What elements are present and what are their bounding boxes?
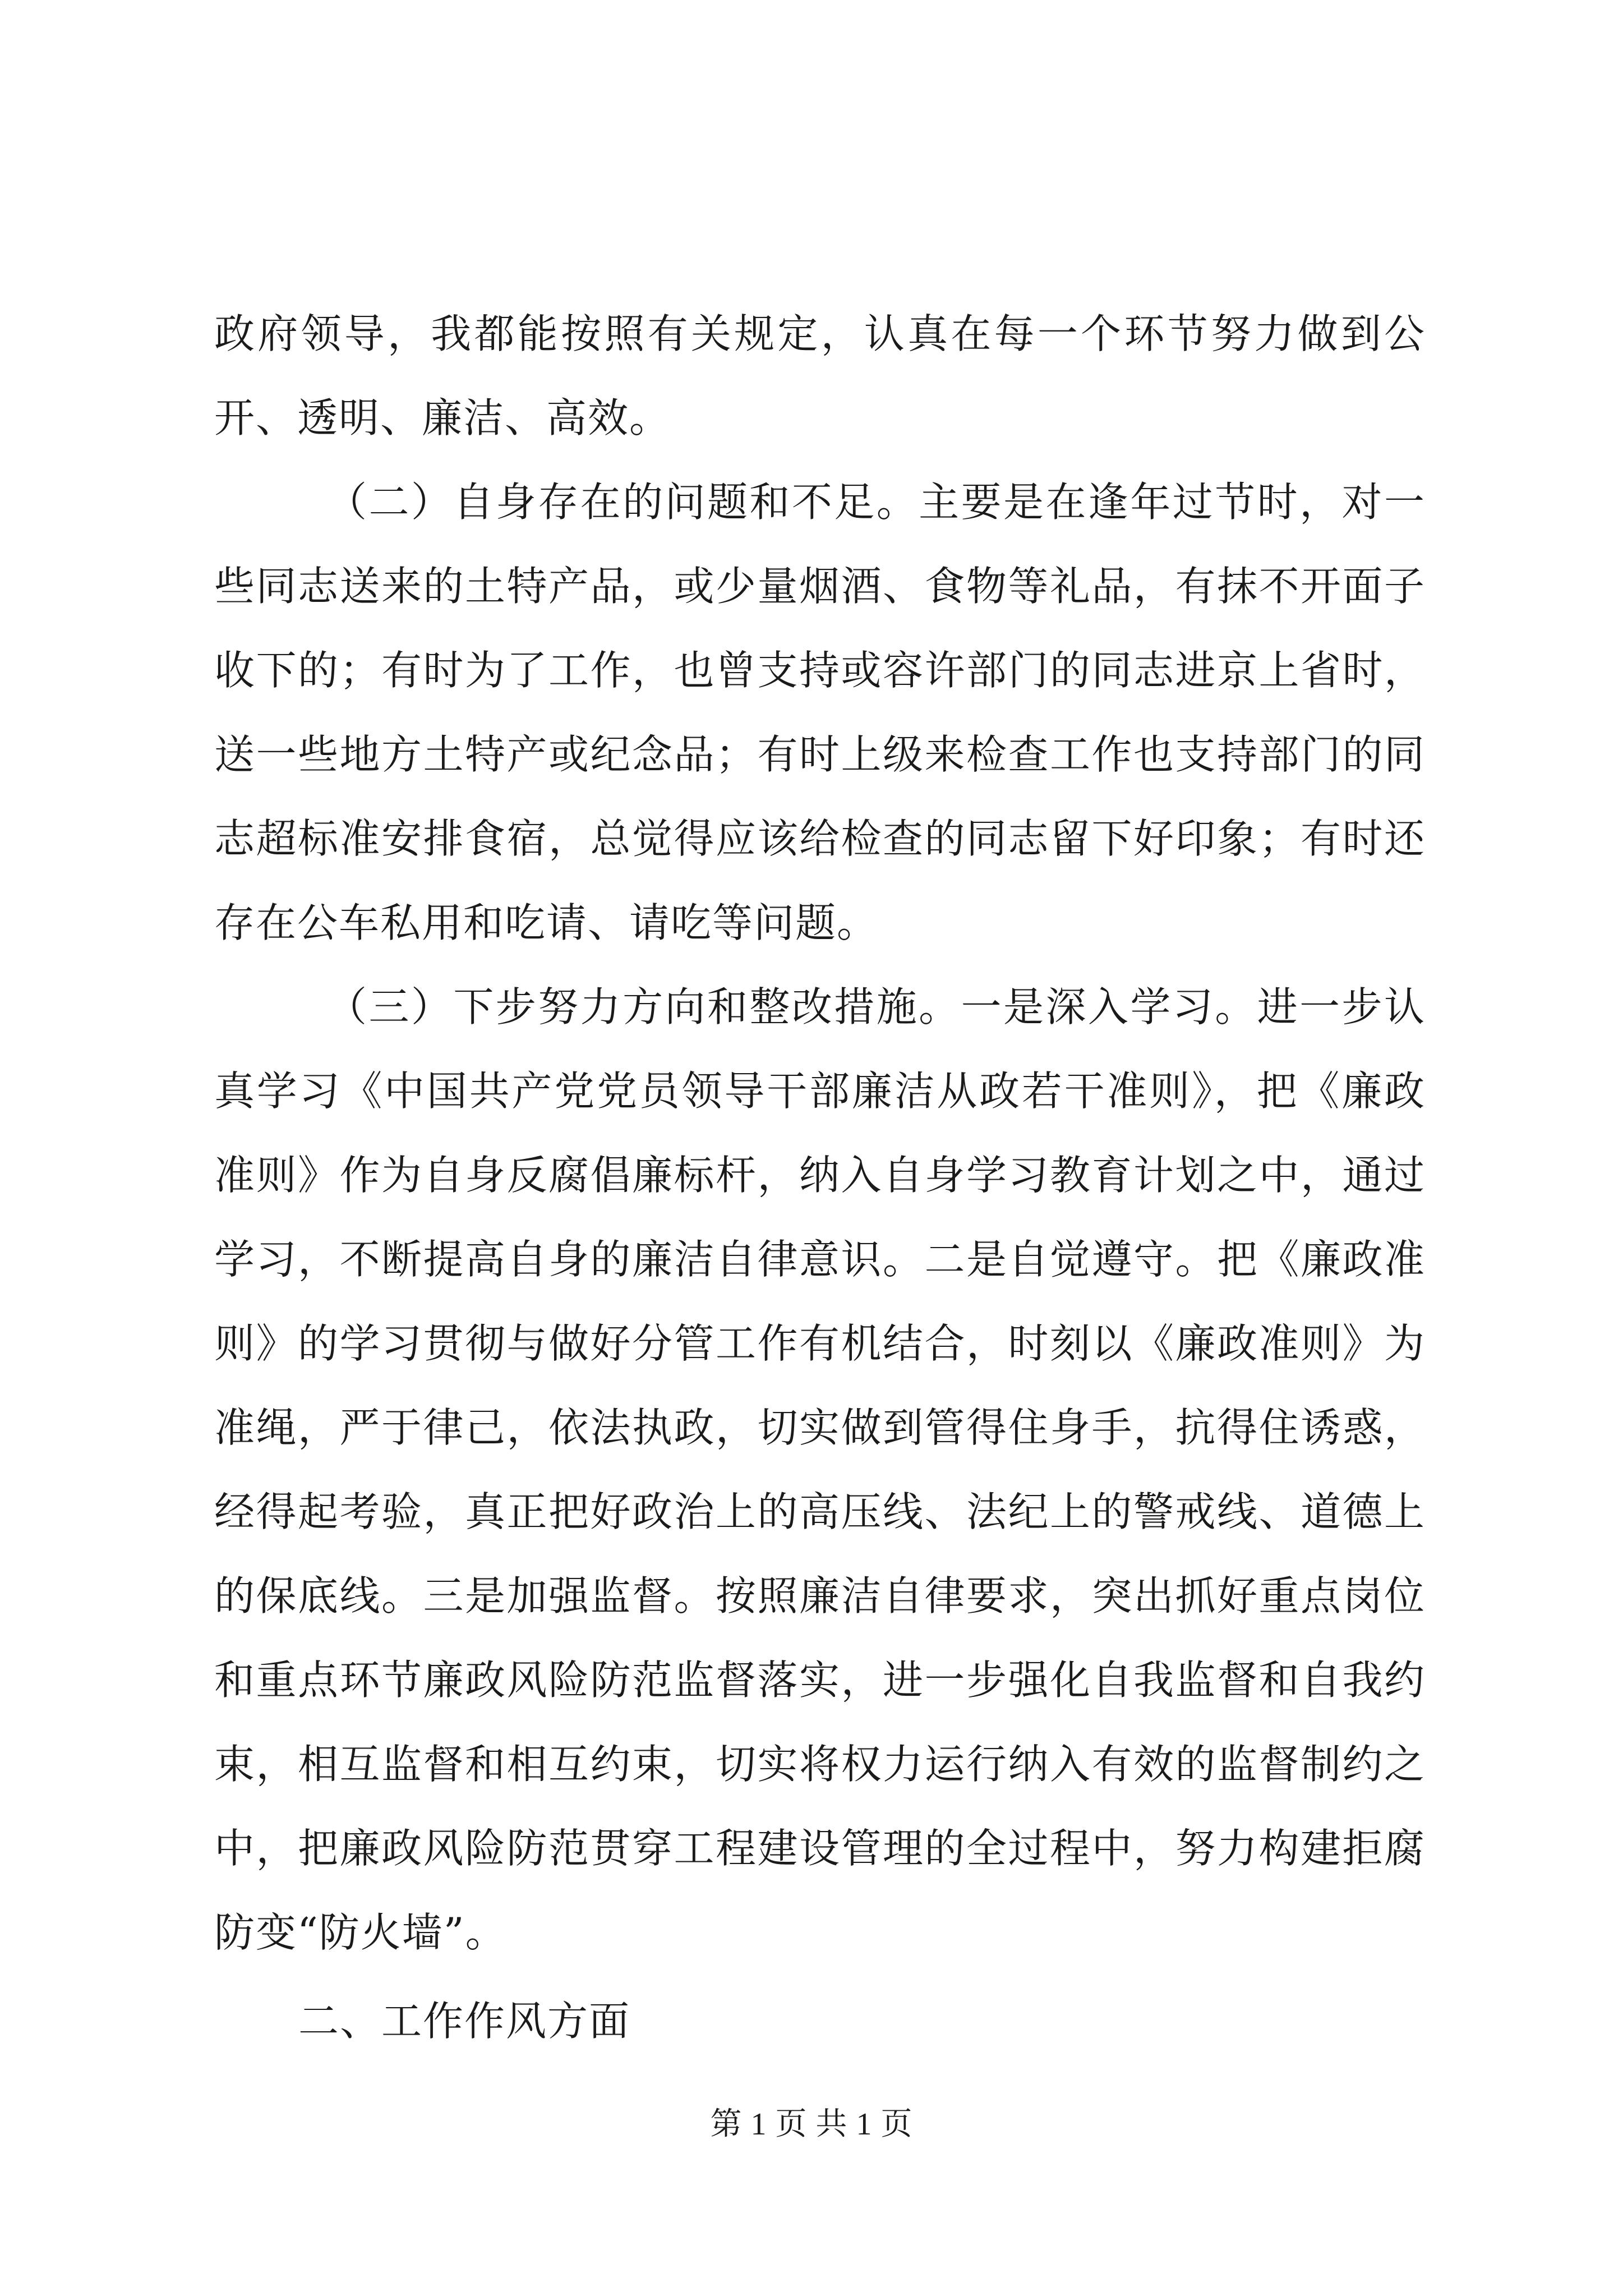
paragraph-measures: （三）下步努力方向和整改措施。一是深入学习。进一步认真学习《中国共产党党员领导干部廉洁从政若干准则》，把《廉政准则》作为自身反腐倡廉标杆，纳入自身学习教育计划之中，通过学习，不断提高自身的廉洁自律意识。二是自觉遵守。把《廉政准则》的学习贯彻与做好分管工作有机结合，时刻以《廉政准则》为准绳，严于律己，依法执政，切实做到管得住身手，抗得住诱惑，经得起考验，真正把好政治上的高压线、法纪上的警戒线、道德上的保底线。三是加强监督。按照廉洁自律要求，突出抓好重点岗位和重点环节廉政风险防范监督落实，进一步强化自我监督和自我约束，相互监督和相互约束，切实将权力运行纳入有效的监督制约之中，把廉政风险防范贯穿工程建设管理的全过程中，努力构建拒腐防变“防火墙”。 bbox=[214, 983, 1426, 1956]
document-body bbox=[214, 292, 1426, 2063]
page-number-footer: 第 1 页 共 1 页 bbox=[710, 2107, 913, 2142]
paragraph-problems: （二）自身存在的问题和不足。主要是在逢年过节时，对一些同志送来的土特产品，或少量烟酒、食物等礼品，有抹不开面子收下的；有时为了工作，也曾支持或容许部门的同志进京上省时，送一些地方土特产或纪念品；有时上级来检查工作也支持部门的同志超标准安排食宿，总觉得应该给检查的同志留下好印象；有时还存在公车私用和吃请、请吃等问题。 bbox=[214, 478, 1426, 946]
paragraph-continuation: 政府领导，我都能按照有关规定，认真在每一个环节努力做到公开、透明、廉洁、高效。 bbox=[214, 310, 1426, 441]
section-heading-work-style: 二、工作作风方面 bbox=[298, 1998, 631, 2045]
